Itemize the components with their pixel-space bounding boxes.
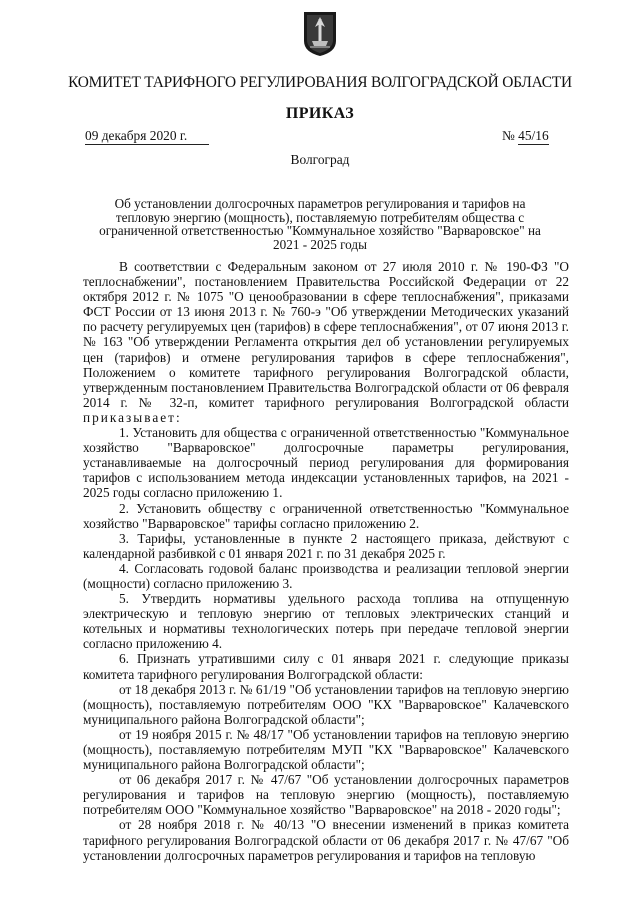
order-number-value: 45/16	[518, 128, 549, 143]
number-sign: №	[502, 128, 515, 143]
repealed-order-3: от 06 декабря 2017 г. № 47/67 "Об установлении долгосрочных параметров регулирования и тарифов на тепловую энергию (мощность), поставляемую потребителям ООО "Коммунальное хозяйство "Варваровское" на 2018 - 2020 годы";	[83, 772, 569, 818]
item-4: 4. Согласовать годовой баланс производства и реализации тепловой энергии (мощности) согласно приложению 3.	[83, 560, 569, 591]
item-3: 3. Тарифы, установленные в пункте 2 настоящего приказа, действуют с календарной разбивкой с 01 января 2021 г. по 31 декабря 2025 г.	[83, 530, 569, 561]
document-type: ПРИКАЗ	[285, 105, 355, 122]
item-1: 1. Установить для общества с ограниченной ответственностью "Коммунальное хозяйство "Варваровское" долгосрочные параметры регулирования, устанавливаемые на долгосрочный период регулирования для формирования тарифов с использованием метода индексации установленных тарифов, на 2021 - 2025 годы согласно приложению 1.	[83, 425, 569, 501]
order-number	[502, 129, 549, 145]
item-6: 6. Признать утратившими силу с 01 января 2021 г. следующие приказы комитета тарифного регулирования Волгоградской области:	[83, 651, 569, 682]
preamble	[83, 259, 569, 425]
order-body	[83, 259, 569, 863]
item-5: 5. Утвердить нормативы удельного расхода топлива на отпущенную электрическую и тепловую энергию от тепловых электрических станций и котельных и нормативы технологических потерь при передаче тепловой энергии согласно приложению 4.	[83, 591, 569, 652]
orders-word: приказывает:	[83, 409, 182, 425]
order-subject: Об установлении долгосрочных параметров регулирования и тарифов на тепловую энергию (мощность), поставляемую потребителям общества с ограниченной ответственностью "Коммунальное хозяйство "Варваровское" на 2021 - 2025 годы	[99, 196, 541, 252]
committee-title: КОМИТЕТ ТАРИФНОГО РЕГУЛИРОВАНИЯ ВОЛГОГРАДСКОЙ ОБЛАСТИ	[68, 74, 572, 91]
repealed-order-1: от 18 декабря 2013 г. № 61/19 "Об установлении тарифов на тепловую энергию (мощность), поставляемую потребителям ООО "КХ "Варваровское" Калачевского муниципального района Волгоградской области";	[83, 681, 569, 727]
repealed-order-2: от 19 ноября 2015 г. № 48/17 "Об установлении тарифов на тепловую энергию (мощность), поставляемую потребителям МУП "КХ "Варваровское" Калачевского муниципального района Волгоградской области";	[83, 726, 569, 773]
coat-of-arms-icon	[303, 11, 337, 57]
city: Волгоград	[290, 152, 350, 167]
preamble-text: В соответствии с Федеральным законом от 27 июля 2010 г. № 190-ФЗ "О теплоснабжении", постановлением Правительства Российской Федерации от 22 октября 2012 г. № 1075 "О ценообразовании в сфере теплоснабжения", приказами ФСТ России от 13 июня 2013 г. № 760-э "Об утверждении Методических указаний по расчету регулируемых цен (тарифов) в сфере теплоснабжения", от 07 июня 2013 г. № 163 "Об утверждении Регламента открытия дел об установлении регулируемых цен (тарифов) и отмене регулирования тарифов в сфере теплоснабжения", Положением о комитете тарифного регулирования Волгоградской области, утвержденным постановлением Правительства Волгоградской области от 06 февраля 2014 г. № 32-п, комитет тарифного регулирования Волгоградской области	[83, 259, 569, 410]
item-2: 2. Установить обществу с ограниченной ответственностью "Коммунальное хозяйство "Варваровское" тарифы согласно приложению 2.	[83, 500, 569, 531]
repealed-order-4: от 28 ноября 2018 г. № 40/13 "О внесении изменений в приказ комитета тарифного регулирования Волгоградской области от 06 декабря 2017 г. № 47/67 "Об установлении долгосрочных параметров регулирования и тарифов на тепловую	[83, 817, 569, 863]
order-date: 09 декабря 2020 г.	[85, 129, 209, 145]
